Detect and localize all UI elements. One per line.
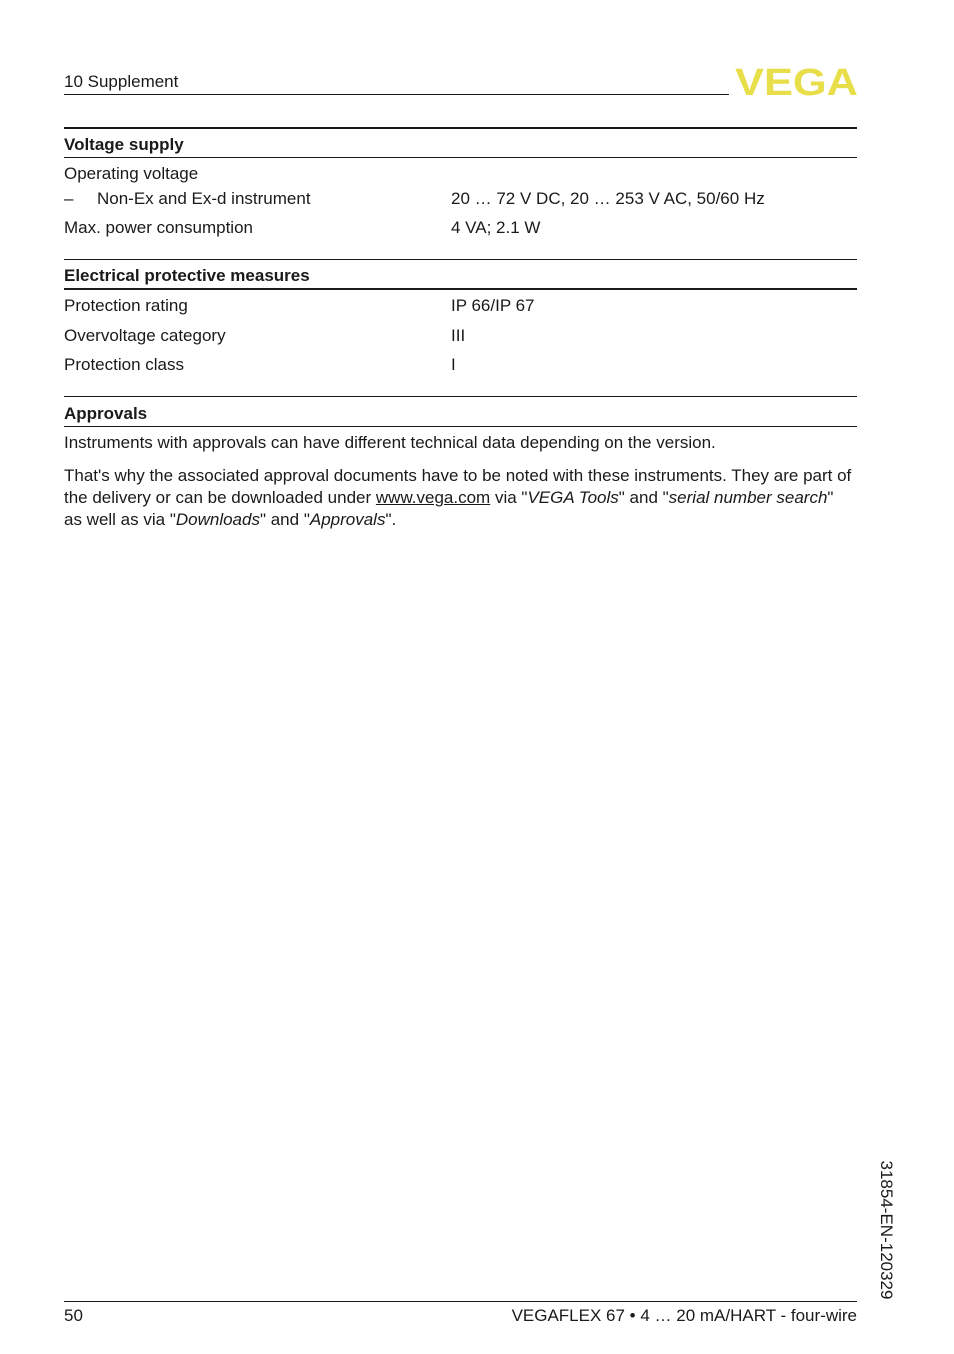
- instrument-value: 20 … 72 V DC, 20 … 253 V AC, 50/60 Hz: [451, 189, 765, 208]
- voltage-supply-title: Voltage supply: [64, 135, 184, 154]
- operating-voltage-label: Operating voltage: [64, 164, 199, 183]
- section-rule-top: [64, 259, 857, 260]
- approvals-title: Approvals: [64, 404, 148, 423]
- section-rule-top: [64, 127, 857, 129]
- overvoltage-category-value: III: [451, 326, 466, 345]
- protection-class-value: I: [451, 355, 456, 374]
- approvals-paragraph-1: Instruments with approvals can have different technical data depending on the version.: [64, 433, 716, 452]
- electrical-protection-title: Electrical protective measures: [64, 266, 310, 285]
- page-number: 50: [64, 1306, 83, 1325]
- footer-product-name: VEGAFLEX 67 • 4 … 20 mA/HART - four-wire: [511, 1306, 857, 1325]
- instrument-label: Non-Ex and Ex-d instrument: [97, 189, 311, 208]
- section-rule-bottom: [64, 157, 857, 158]
- header-rule: [64, 94, 729, 95]
- overvoltage-category-label: Overvoltage category: [64, 326, 226, 345]
- protection-class-label: Protection class: [64, 355, 184, 374]
- section-rule-top: [64, 396, 857, 397]
- list-dash: –: [64, 189, 74, 208]
- footer-rule: [64, 1301, 857, 1302]
- document-code: 31854-EN-120329: [877, 1160, 896, 1300]
- header-section-title: 10 Supplement: [64, 72, 179, 91]
- vega-website-link[interactable]: www.vega.com: [375, 488, 491, 507]
- section-rule-bottom: [64, 426, 857, 427]
- approvals-paragraph-2: That's why the associated approval documents have to be noted with these instruments. They are part of the delivery or can be downloaded under www.vega.com via "VEGA Tools" and "serial number search" as well as via "Downloads" and "Approvals".: [64, 466, 852, 529]
- svg-text:VEGA: VEGA: [735, 64, 858, 98]
- protection-rating-label: Protection rating: [64, 296, 188, 315]
- protection-rating-value: IP 66/IP 67: [451, 296, 535, 315]
- power-label: Max. power consumption: [64, 218, 253, 237]
- section-rule-bottom: [64, 288, 857, 290]
- vega-logo: [735, 64, 858, 98]
- power-value: 4 VA; 2.1 W: [451, 218, 541, 237]
